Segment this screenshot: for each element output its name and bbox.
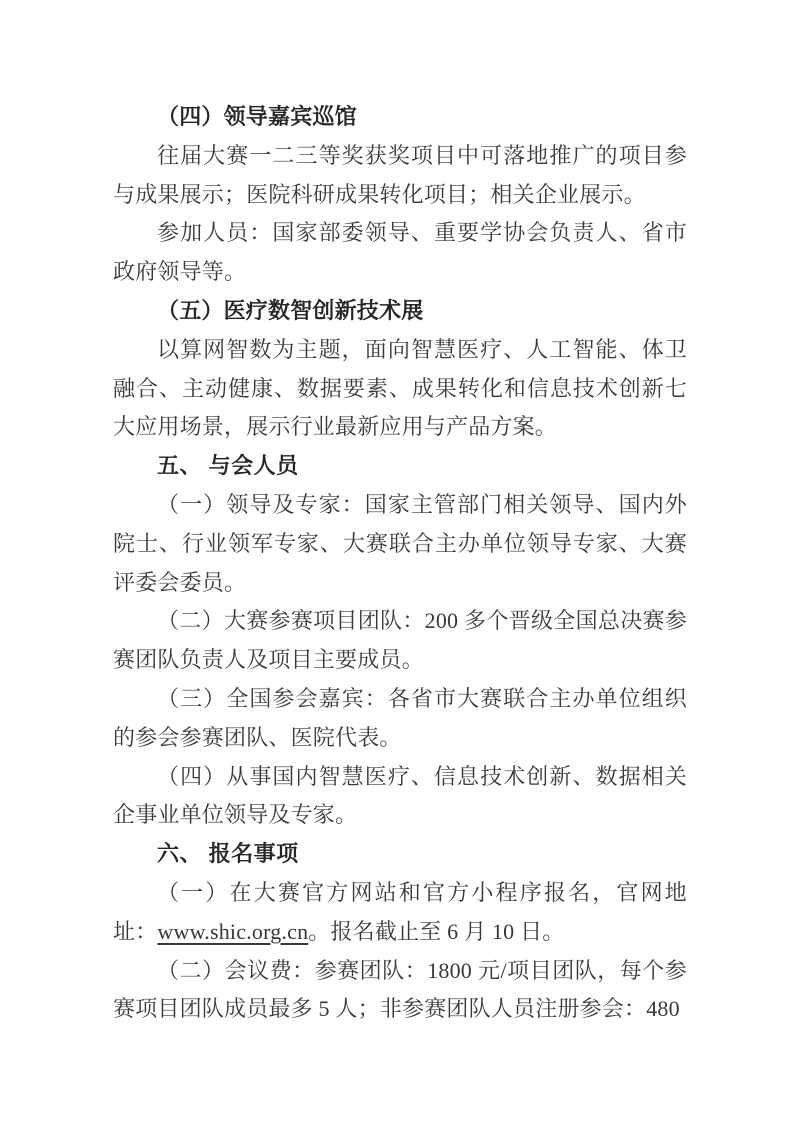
registration-website-suffix: 。报名截止至 6 月 10 日。 xyxy=(308,918,565,944)
paragraph-attendees-industry-leaders: （四）从事国内智慧医疗、信息技术创新、数据相关企事业单位领导及专家。 xyxy=(113,763,687,828)
subsection-heading-tech-expo: （五）医疗数智创新技术展 xyxy=(157,297,424,323)
subsection-heading-leaders-tour: （四）领导嘉宾巡馆 xyxy=(157,104,357,129)
paragraph-attendees-leaders-experts: （一）领导及专家：国家主管部门相关领导、国内外院士、行业领军专家、大赛联合主办单位领导专家、大赛评委会委员。 xyxy=(113,491,687,595)
paragraph-registration-website xyxy=(113,874,687,952)
registration-url-link[interactable]: www.shic.org.cn xyxy=(157,918,309,944)
paragraph-attendees-national-guests: （三）全国参会嘉宾：各省市大赛联合主办单位组织的参会参赛团队、医院代表。 xyxy=(113,685,687,750)
paragraph-registration-fees: （二）会议费：参赛团队：1800 元/项目团队，每个参赛项目团队成员最多 5 人；非参赛团队人员注册参会：480 xyxy=(113,957,687,1022)
paragraph-tour-projects: 往届大赛一二三等奖获奖项目中可落地推广的项目参与成果展示；医院科研成果转化项目；相关企业展示。 xyxy=(113,142,687,207)
document-text-block xyxy=(113,98,687,1029)
registration-website-prefix: （一）在大赛官方网站和官方小程序报名，官网地址： xyxy=(113,879,687,944)
paragraph-tech-expo-description: 以算网智数为主题，面向智慧医疗、人工智能、体卫融合、主动健康、数据要素、成果转化和信息技术创新七大应用场景，展示行业最新应用与产品方案。 xyxy=(113,336,687,440)
section-heading-attendees: 五、 与会人员 xyxy=(157,453,299,479)
paragraph-attendees-competition-teams: （二）大赛参赛项目团队：200 多个晋级全国总决赛参赛团队负责人及项目主要成员。 xyxy=(113,608,687,673)
section-heading-registration: 六、 报名事项 xyxy=(157,841,299,867)
paragraph-tour-participants: 参加人员：国家部委领导、重要学协会负责人、省市政府领导等。 xyxy=(113,220,687,285)
